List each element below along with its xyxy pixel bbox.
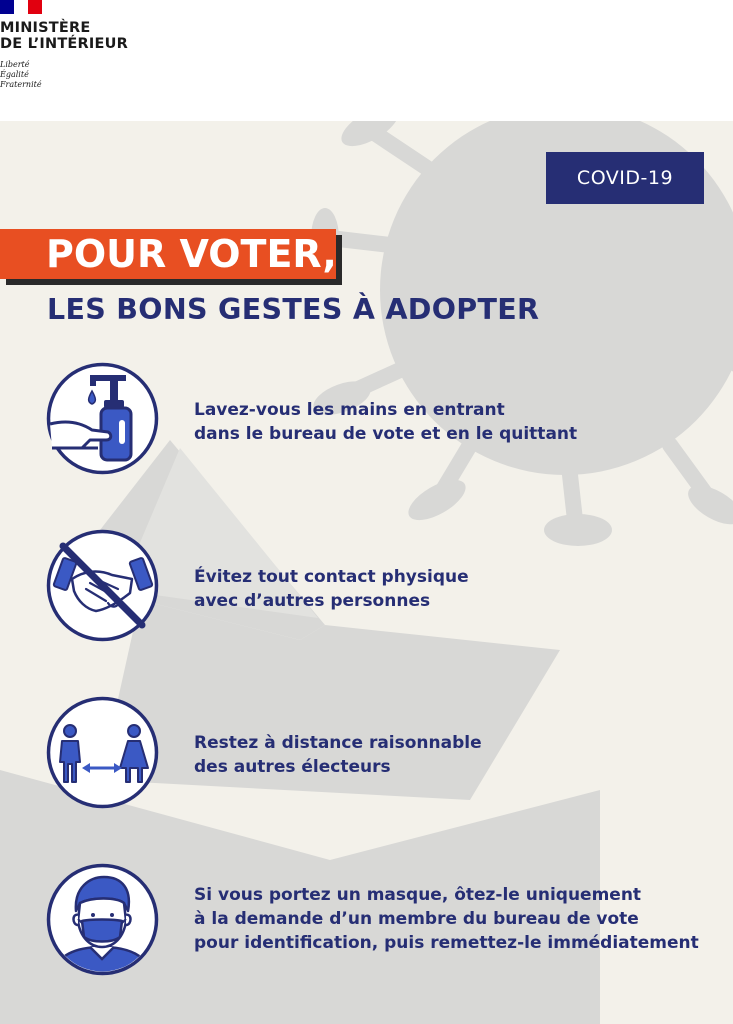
poster-body	[0, 121, 733, 1024]
republic-motto	[0, 60, 42, 90]
social-distance-icon	[46, 696, 159, 809]
motto-egalite: Égalité	[0, 70, 29, 79]
gesture-4-text	[194, 883, 699, 955]
title-line-1: POUR VOTER,	[46, 232, 337, 276]
no-handshake-icon	[46, 529, 159, 642]
title-banner	[0, 229, 336, 279]
ministry-line-2: DE L’INTÉRIEUR	[0, 36, 128, 52]
gesture-2-line-1: Évitez tout contact physique	[194, 567, 469, 587]
covid-badge	[546, 152, 704, 204]
gesture-3-text	[194, 731, 482, 779]
gesture-3-line-1: Restez à distance raisonnable	[194, 733, 482, 753]
gesture-1-line-1: Lavez-vous les mains en entrant	[194, 400, 505, 420]
gesture-2-text	[194, 565, 469, 613]
ministry-line-1: MINISTÈRE	[0, 20, 91, 36]
gesture-1-text	[194, 398, 577, 446]
hand-wash-icon	[46, 362, 159, 475]
gesture-2-line-2: avec d’autres personnes	[194, 591, 431, 611]
gesture-1-line-2: dans le bureau de vote et en le quittant	[194, 424, 578, 444]
face-mask-icon	[46, 863, 159, 976]
gesture-3-line-2: des autres électeurs	[194, 757, 391, 777]
gesture-4-line-2: à la demande d’un membre du bureau de vote	[194, 909, 639, 929]
covid-badge-label: COVID-19	[576, 167, 674, 189]
motto-liberte: Liberté	[0, 60, 30, 69]
gesture-4-line-3: pour identification, puis remettez-le immédiatement	[194, 933, 699, 953]
page-header	[0, 0, 733, 121]
motto-fraternite: Fraternité	[0, 80, 42, 89]
gesture-4-line-1: Si vous portez un masque, ôtez-le uniquement	[194, 885, 642, 905]
ministry-name	[0, 20, 128, 52]
subtitle: LES BONS GESTES À ADOPTER	[47, 293, 540, 326]
french-flag-logo	[0, 0, 42, 14]
